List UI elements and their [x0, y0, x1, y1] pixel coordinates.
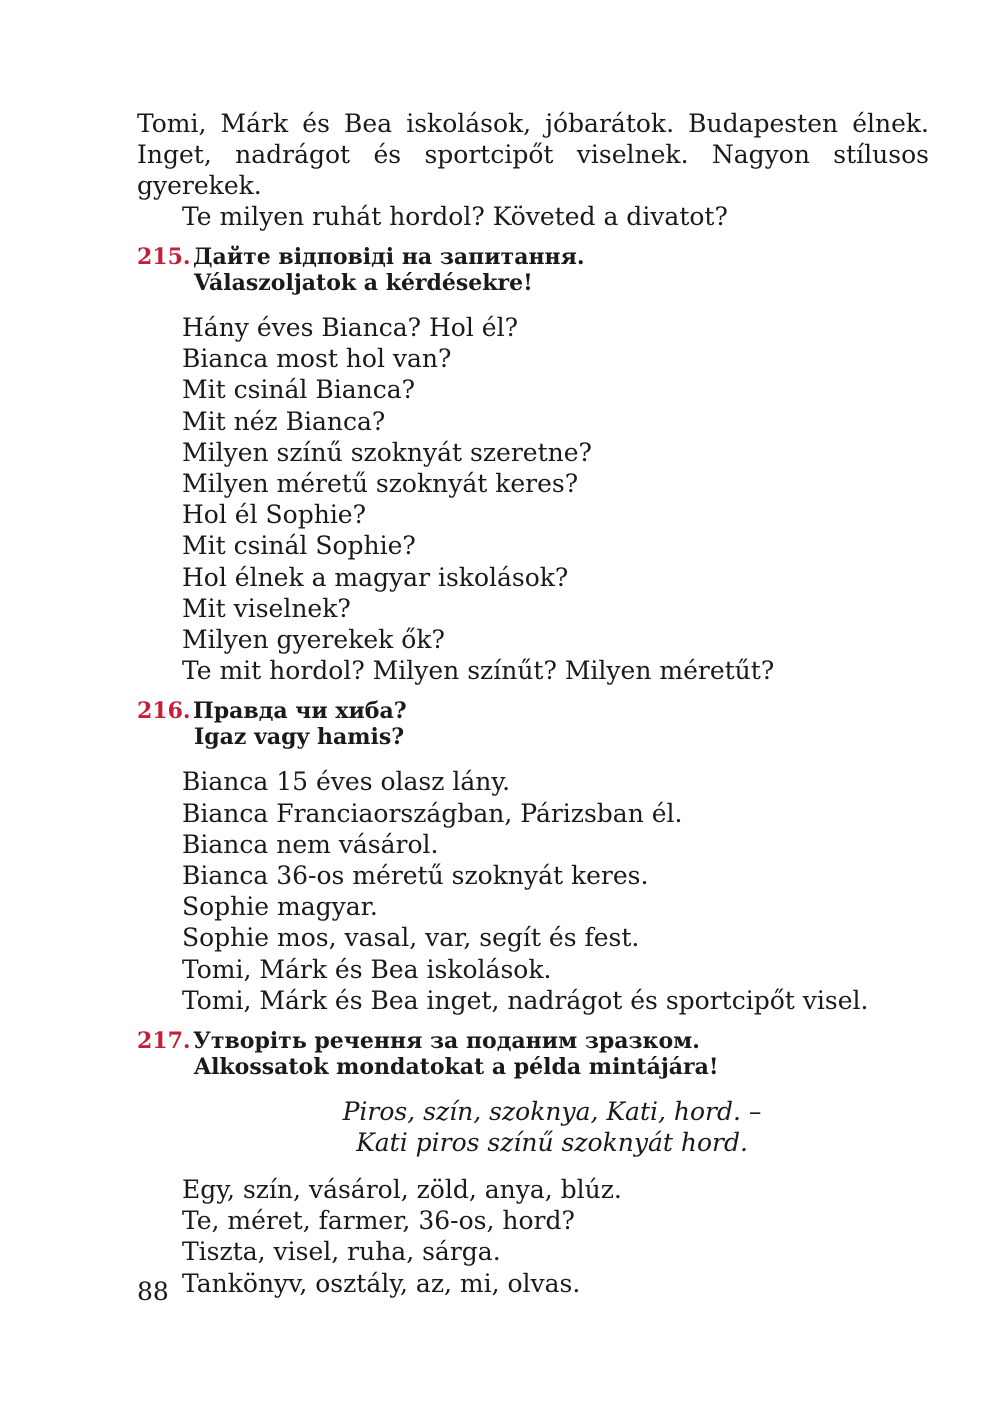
list-item: Te mit hordol? Milyen színűt? Milyen méretűt? [182, 656, 775, 686]
exercise-number: 217. [137, 1028, 191, 1055]
exercise-title-hungarian: Igaz vagy hamis? [194, 724, 405, 751]
exercise-title-ukrainian: Утворіть речення за поданим зразком. [193, 1028, 700, 1055]
list-item: Tomi, Márk és Bea inget, nadrágot és sportcipőt visel. [182, 985, 869, 1015]
list-item: Te, méret, farmer, 36-os, hord? [182, 1206, 575, 1236]
list-item: Bianca Franciaországban, Párizsban él. [182, 798, 683, 828]
exercise-heading [137, 1028, 929, 1080]
list-item: Sophie mos, vasal, var, segít és fest. [182, 923, 640, 953]
intro-line: Te milyen ruhát hordol? Követed a divatot? [182, 202, 728, 231]
example-block [317, 1096, 787, 1158]
exercise-title-ukrainian: Правда чи хиба? [193, 698, 407, 725]
exercise-titles [193, 244, 585, 296]
exercise-number: 215. [137, 244, 191, 270]
exercise-title-hungarian: Alkossatok mondatokat a példa mintájára! [194, 1054, 719, 1081]
statement-list [182, 766, 929, 1016]
intro-line: Tomi, Márk és Bea iskolások, jóbarátok. Budapesten élnek. [137, 109, 929, 138]
list-item: Tomi, Márk és Bea iskolások. [182, 954, 552, 984]
intro-paragraph [137, 108, 929, 232]
list-item: Sophie magyar. [182, 892, 378, 922]
exercise-title-hungarian: Válaszoljatok a kérdésekre! [194, 270, 533, 296]
list-item: Hol él Sophie? [182, 500, 367, 530]
list-item: Milyen gyerekek ők? [182, 625, 445, 655]
page-number: 88 [137, 1277, 169, 1306]
exercise-titles [193, 698, 407, 750]
example-line: Kati piros színű szoknyát hord. [356, 1128, 748, 1158]
exercise-heading [137, 698, 929, 750]
exercise-215 [137, 244, 929, 686]
list-item: Mit néz Bianca? [182, 406, 386, 436]
list-item: Mit csinál Bianca? [182, 375, 416, 405]
list-item: Mit viselnek? [182, 593, 351, 623]
exercise-title-ukrainian: Дайте відповіді на запитання. [193, 244, 585, 270]
exercise-number: 216. [137, 698, 191, 725]
list-item: Milyen színű szoknyát szeretne? [182, 437, 592, 467]
intro-line: Inget, nadrágot és sportcipőt viselnek. Nagyon stílusos gyerekek. [137, 140, 929, 200]
exercise-titles [193, 1028, 719, 1080]
list-item: Bianca 15 éves olasz lány. [182, 767, 511, 797]
prompt-list [182, 1174, 929, 1299]
example-line: Piros, szín, szoknya, Kati, hord. – [342, 1097, 762, 1127]
list-item: Hány éves Bianca? Hol él? [182, 313, 518, 342]
list-item: Bianca most hol van? [182, 344, 452, 374]
page-content [137, 108, 929, 1299]
exercise-216 [137, 698, 929, 1016]
list-item: Hol élnek a magyar iskolások? [182, 562, 569, 592]
list-item: Tankönyv, osztály, az, mi, olvas. [182, 1268, 581, 1298]
list-item: Egy, szín, vásárol, zöld, anya, blúz. [182, 1175, 622, 1205]
exercise-217 [137, 1028, 929, 1299]
exercise-heading [137, 244, 929, 296]
list-item: Mit csinál Sophie? [182, 531, 416, 561]
list-item: Milyen méretű szoknyát keres? [182, 469, 579, 499]
list-item: Bianca nem vásárol. [182, 829, 439, 859]
question-list [182, 312, 929, 686]
list-item: Tiszta, visel, ruha, sárga. [182, 1237, 501, 1267]
list-item: Bianca 36-os méretű szoknyát keres. [182, 861, 649, 891]
